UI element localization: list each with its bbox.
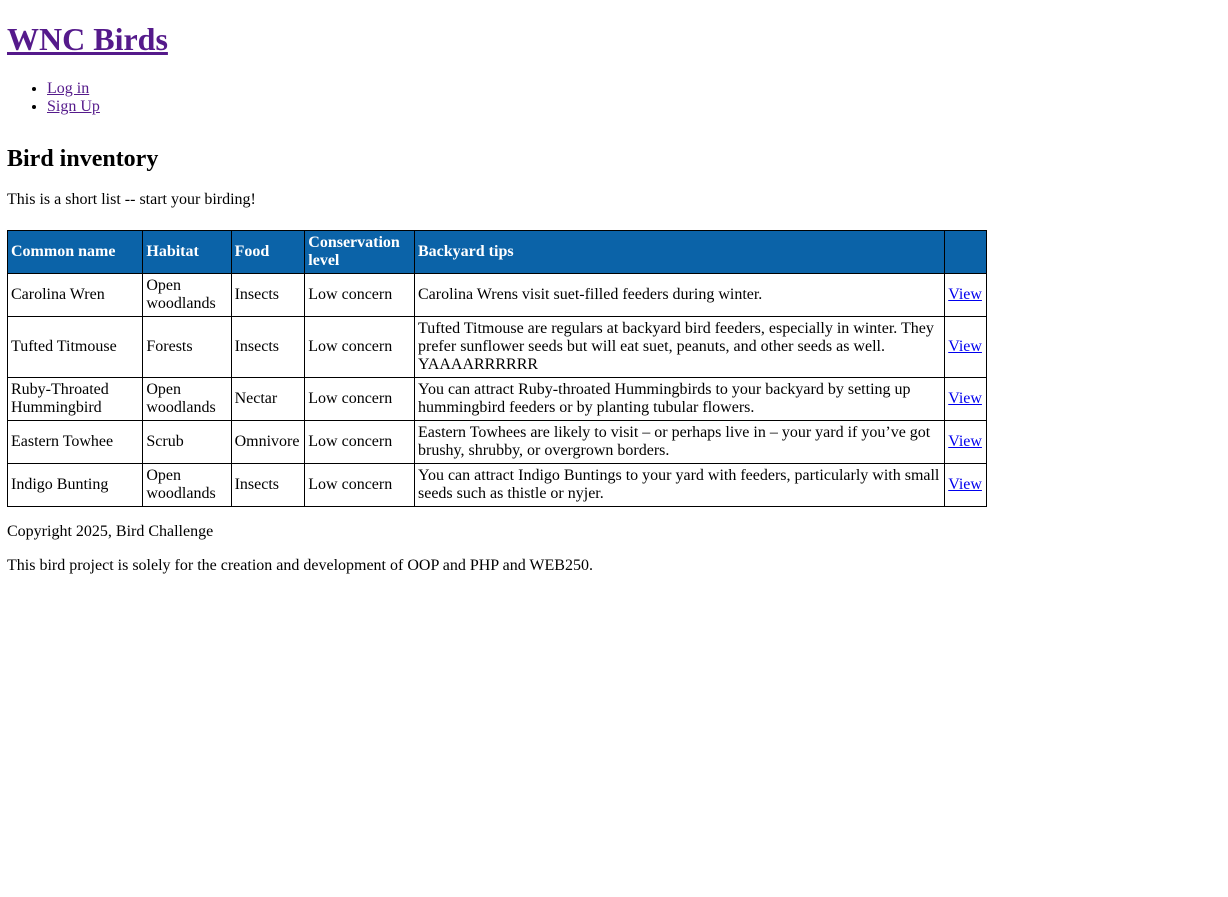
cell-conservation: Low concern [305, 274, 415, 317]
cell-tips: Tufted Titmouse are regulars at backyard bird feeders, especially in winter. They prefer sunflower seeds but will eat suet, peanuts, and other seeds as well. YAAAARRRRRR [415, 317, 945, 378]
page-title: Bird inventory [7, 146, 159, 172]
bird-inventory-table [7, 230, 987, 507]
header-conservation-level: Conservation level [305, 231, 415, 274]
site-footer [7, 523, 1221, 575]
cell-tips: You can attract Indigo Buntings to your yard with feeders, particularly with small seeds such as thistle or nyjer. [415, 464, 945, 507]
table-row [8, 464, 987, 507]
cell-action [945, 378, 987, 421]
header-backyard-tips: Backyard tips [415, 231, 945, 274]
cell-conservation: Low concern [305, 378, 415, 421]
nav-item-login [47, 80, 1221, 98]
cell-tips: You can attract Ruby-throated Hummingbirds to your backyard by setting up hummingbird feeders or by planting tubular flowers. [415, 378, 945, 421]
nav-list [7, 80, 1221, 116]
table-row [8, 378, 987, 421]
intro-text: This is a short list -- start your birding! [7, 191, 256, 208]
header-habitat: Habitat [143, 231, 231, 274]
cell-action [945, 274, 987, 317]
site-title [7, 21, 1221, 58]
header-common-name: Common name [8, 231, 143, 274]
cell-tips: Eastern Towhees are likely to visit – or perhaps live in – your yard if you’ve got brushy, shrubby, or overgrown borders. [415, 421, 945, 464]
copyright-text: Copyright 2025, Bird Challenge [7, 523, 214, 540]
footer-note: This bird project is solely for the creation and development of OOP and PHP and WEB250. [7, 557, 593, 574]
signup-link[interactable]: Sign Up [47, 98, 100, 115]
cell-food: Insects [231, 274, 305, 317]
table-header-row [8, 231, 987, 274]
cell-common-name: Ruby-Throated Hummingbird [8, 378, 143, 421]
cell-tips: Carolina Wrens visit suet-filled feeders during winter. [415, 274, 945, 317]
table-row [8, 317, 987, 378]
login-link[interactable]: Log in [47, 80, 90, 97]
cell-conservation: Low concern [305, 317, 415, 378]
cell-conservation: Low concern [305, 464, 415, 507]
cell-food: Insects [231, 317, 305, 378]
cell-food: Insects [231, 464, 305, 507]
nav-item-signup [47, 98, 1221, 116]
cell-food: Nectar [231, 378, 305, 421]
cell-common-name: Indigo Bunting [8, 464, 143, 507]
cell-action [945, 464, 987, 507]
cell-action [945, 421, 987, 464]
cell-conservation: Low concern [305, 421, 415, 464]
table-row [8, 274, 987, 317]
cell-action [945, 317, 987, 378]
header-actions [945, 231, 987, 274]
header-food: Food [231, 231, 305, 274]
cell-food: Omnivore [231, 421, 305, 464]
view-link[interactable]: View [948, 476, 982, 493]
table-row [8, 421, 987, 464]
cell-habitat: Forests [143, 317, 231, 378]
cell-common-name: Carolina Wren [8, 274, 143, 317]
cell-habitat: Scrub [143, 421, 231, 464]
view-link[interactable]: View [948, 433, 982, 450]
cell-habitat: Open woodlands [143, 274, 231, 317]
cell-habitat: Open woodlands [143, 378, 231, 421]
view-link[interactable]: View [948, 338, 982, 355]
cell-habitat: Open woodlands [143, 464, 231, 507]
site-title-link[interactable]: WNC Birds [7, 21, 168, 57]
main-content [7, 145, 1221, 507]
view-link[interactable]: View [948, 390, 982, 407]
main-nav [7, 80, 1221, 116]
cell-common-name: Eastern Towhee [8, 421, 143, 464]
site-header [7, 21, 1221, 116]
cell-common-name: Tufted Titmouse [8, 317, 143, 378]
view-link[interactable]: View [948, 286, 982, 303]
